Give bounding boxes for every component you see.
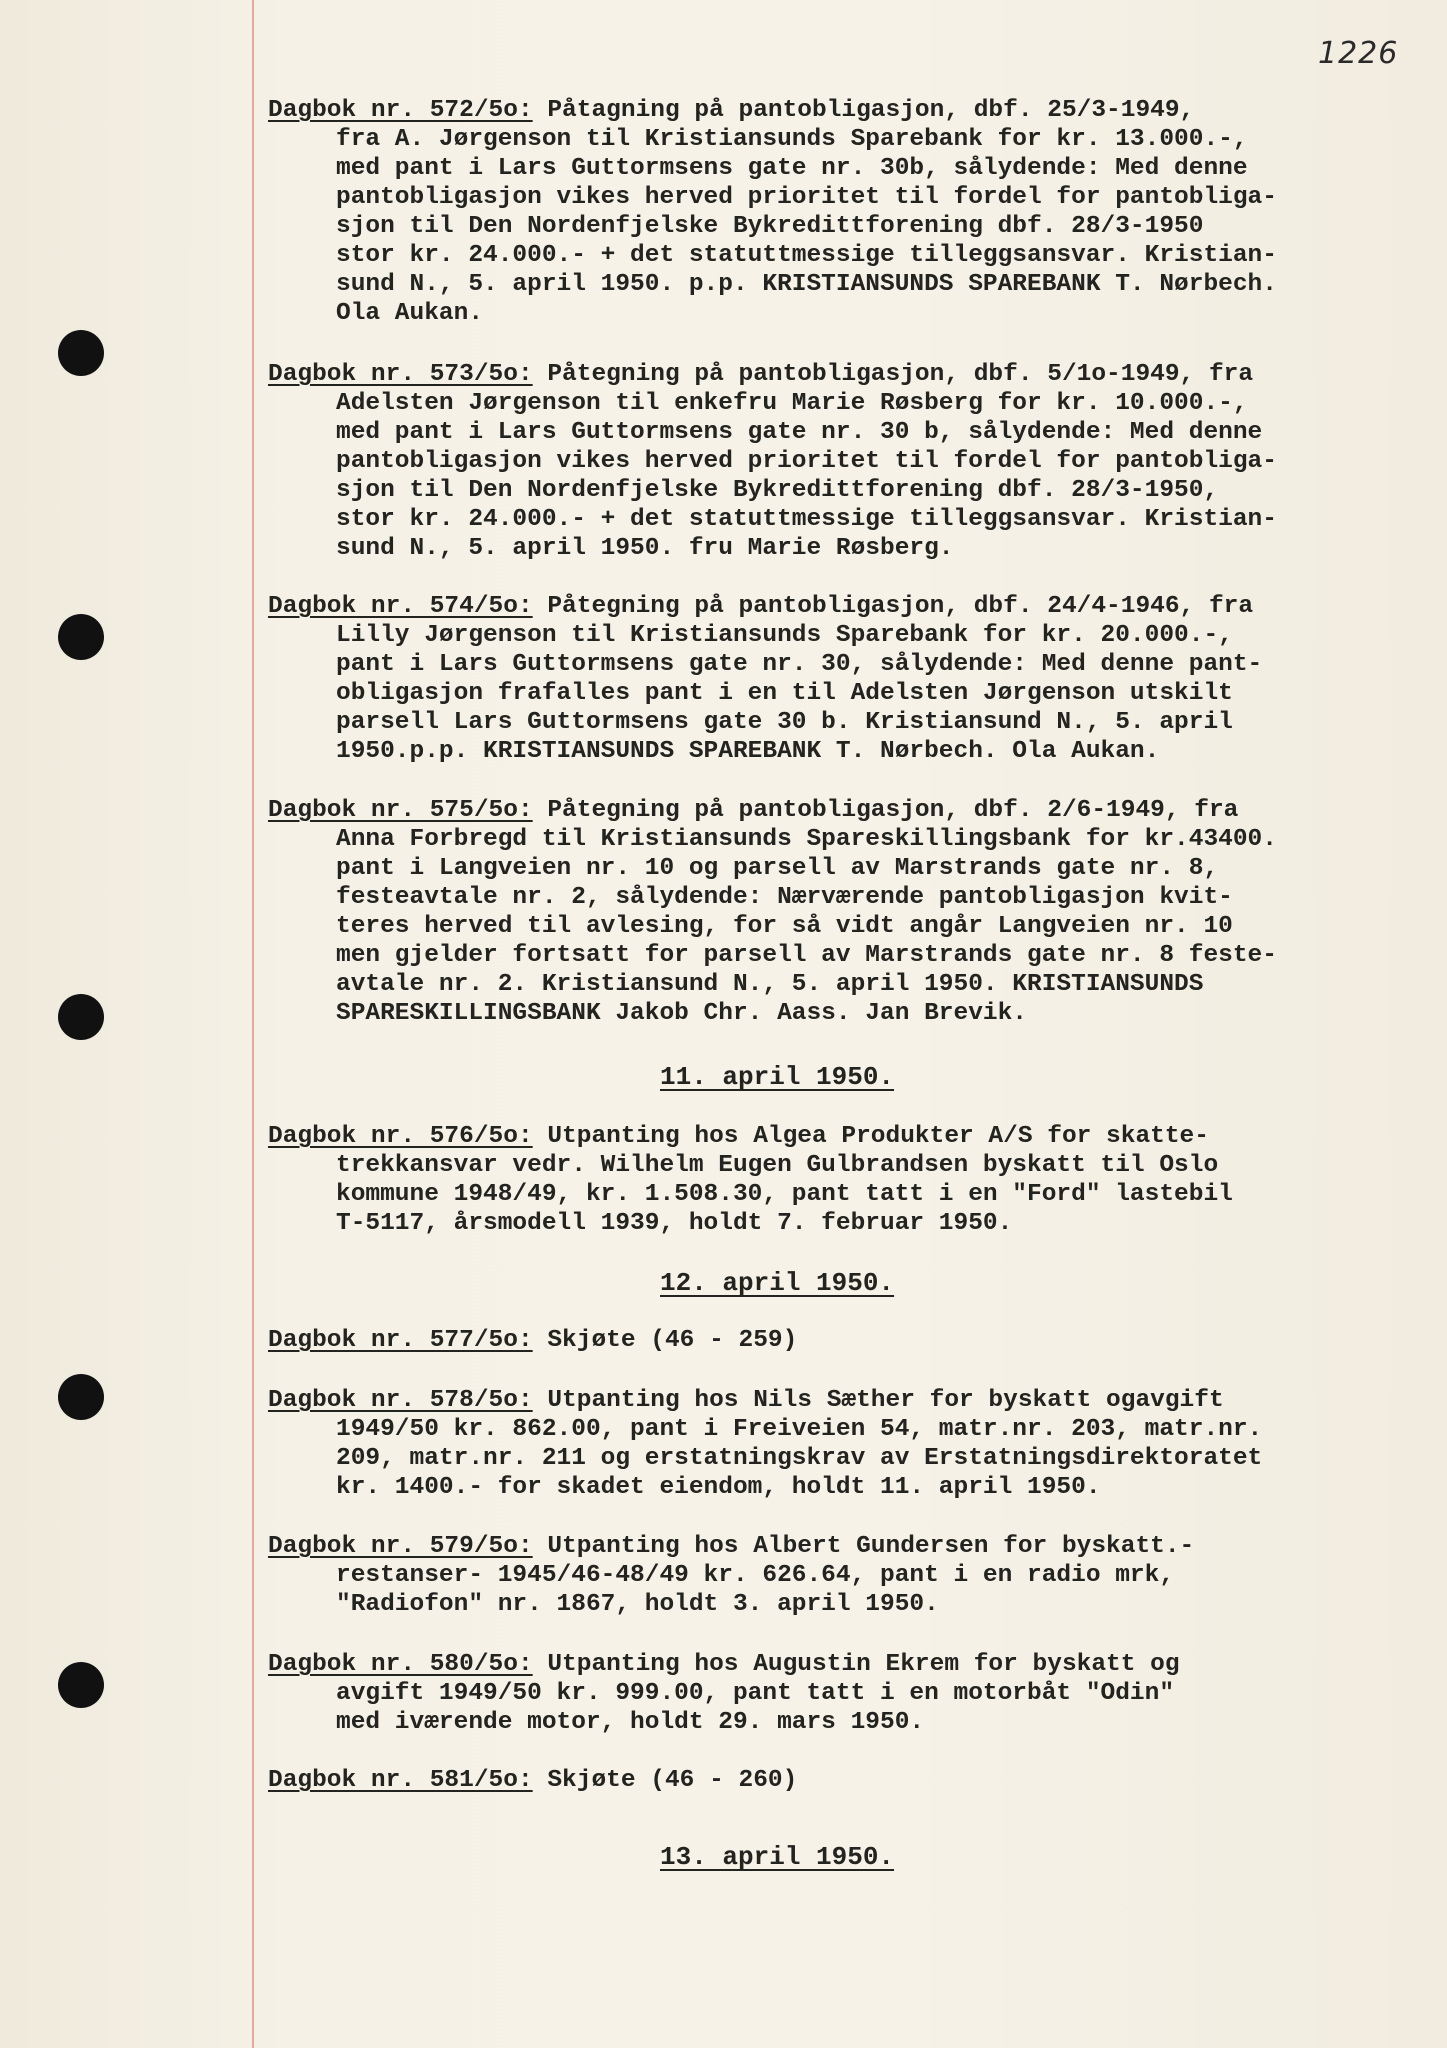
entry-line: SPARESKILLINGSBANK Jakob Chr. Aass. Jan Brevik.	[336, 1000, 1028, 1027]
entry-ref: Dagbok nr. 579/5o:	[268, 1533, 533, 1560]
entry-line: avtale nr. 2. Kristiansund N., 5. april 1950. KRISTIANSUNDS	[336, 971, 1204, 998]
entry-line: trekkansvar vedr. Wilhelm Eugen Gulbrandsen byskatt til Oslo	[336, 1152, 1219, 1179]
entry-line: sjon til Den Nordenfjelske Bykredittforening dbf. 28/3-1950,	[336, 477, 1219, 504]
journal-entry	[268, 1766, 1428, 1795]
punch-hole	[58, 994, 104, 1040]
entry-line: Påtagning på pantobligasjon, dbf. 25/3-1949,	[547, 97, 1195, 124]
entry-ref: Dagbok nr. 578/5o:	[268, 1387, 533, 1414]
entry-line: stor kr. 24.000.- + det statuttmessige tilleggsansvar. Kristian-	[336, 242, 1277, 269]
entry-line: Påtegning på pantobligasjon, dbf. 5/1o-1949, fra	[547, 361, 1254, 388]
entry-ref: Dagbok nr. 577/5o:	[268, 1327, 533, 1354]
margin-line	[252, 0, 254, 2048]
entry-line: kr. 1400.- for skadet eiendom, holdt 11. april 1950.	[336, 1474, 1101, 1501]
entry-line: Påtegning på pantobligasjon, dbf. 2/6-1949, fra	[547, 797, 1239, 824]
entry-line: 1949/50 kr. 862.00, pant i Freiveien 54, matr.nr. 203, matr.nr.	[336, 1416, 1263, 1443]
entry-line: Utpanting hos Nils Sæther for byskatt ogavgift	[547, 1387, 1224, 1414]
entry-ref: Dagbok nr. 572/5o:	[268, 97, 533, 124]
punch-hole	[58, 614, 104, 660]
entry-line: Lilly Jørgenson til Kristiansunds Sparebank for kr. 20.000.-,	[336, 622, 1233, 649]
entry-line: T-5117, årsmodell 1939, holdt 7. februar 1950.	[336, 1210, 1013, 1237]
entry-line: Adelsten Jørgenson til enkefru Marie Røsberg for kr. 10.000.-,	[336, 390, 1248, 417]
date-heading: 11. april 1950.	[660, 1062, 895, 1092]
journal-entry	[268, 592, 1428, 766]
entry-ref: Dagbok nr. 581/5o:	[268, 1767, 533, 1794]
entry-ref: Dagbok nr. 575/5o:	[268, 797, 533, 824]
entry-line: med pant i Lars Guttormsens gate nr. 30 b, sålydende: Med denne	[336, 419, 1263, 446]
punch-hole	[58, 1662, 104, 1708]
entry-line: festeavtale nr. 2, sålydende: Nærværende pantobligasjon kvit-	[336, 884, 1233, 911]
entry-line: 209, matr.nr. 211 og erstatningskrav av Erstatningsdirektoratet	[336, 1445, 1263, 1472]
entry-line: 1950.p.p. KRISTIANSUNDS SPAREBANK T. Nørbech. Ola Aukan.	[336, 738, 1160, 765]
journal-entry	[268, 96, 1428, 328]
entry-line: med pant i Lars Guttormsens gate nr. 30b, sålydende: Med denne	[336, 155, 1248, 182]
date-heading: 13. april 1950.	[660, 1842, 895, 1872]
entry-line: Skjøte (46 - 259)	[547, 1327, 798, 1354]
date-heading: 12. april 1950.	[660, 1268, 895, 1298]
entry-line: teres herved til avlesing, for så vidt angår Langveien nr. 10	[336, 913, 1233, 940]
journal-entry	[268, 1386, 1428, 1502]
entry-ref: Dagbok nr. 580/5o:	[268, 1651, 533, 1678]
entry-line: kommune 1948/49, kr. 1.508.30, pant tatt i en "Ford" lastebil	[336, 1181, 1233, 1208]
entry-line: Anna Forbregd til Kristiansunds Spareskillingsbank for kr.43400.	[336, 826, 1277, 853]
entry-line: sjon til Den Nordenfjelske Bykredittforening dbf. 28/3-1950	[336, 213, 1204, 240]
journal-entry	[268, 1650, 1428, 1737]
entry-ref: Dagbok nr. 573/5o:	[268, 361, 533, 388]
journal-entry	[268, 360, 1428, 563]
entry-line: Ola Aukan.	[336, 300, 484, 327]
entry-line: avgift 1949/50 kr. 999.00, pant tatt i en motorbåt "Odin"	[336, 1680, 1175, 1707]
journal-entry	[268, 796, 1428, 1028]
entry-line: obligasjon frafalles pant i en til Adelsten Jørgenson utskilt	[336, 680, 1233, 707]
entry-line: sund N., 5. april 1950. p.p. KRISTIANSUNDS SPAREBANK T. Nørbech.	[336, 271, 1277, 298]
entry-line: stor kr. 24.000.- + det statuttmessige tilleggsansvar. Kristian-	[336, 506, 1277, 533]
entry-line: Påtegning på pantobligasjon, dbf. 24/4-1946, fra	[547, 593, 1254, 620]
page-number: 1226	[1318, 36, 1399, 71]
punch-hole	[58, 1374, 104, 1420]
entry-line: parsell Lars Guttormsens gate 30 b. Kristiansund N., 5. april	[336, 709, 1233, 736]
journal-entry	[268, 1326, 1428, 1355]
entry-line: "Radiofon" nr. 1867, holdt 3. april 1950.	[336, 1591, 939, 1618]
punch-hole	[58, 330, 104, 376]
entry-line: Utpanting hos Albert Gundersen for byskatt.-	[547, 1533, 1195, 1560]
entry-line: pant i Lars Guttormsens gate nr. 30, sålydende: Med denne pant-	[336, 651, 1263, 678]
journal-entry	[268, 1532, 1428, 1619]
journal-entry	[268, 1122, 1428, 1238]
entry-line: Skjøte (46 - 260)	[547, 1767, 798, 1794]
entry-line: men gjelder fortsatt for parsell av Marstrands gate nr. 8 feste-	[336, 942, 1277, 969]
entry-line: med iværende motor, holdt 29. mars 1950.	[336, 1709, 925, 1736]
entry-line: pantobligasjon vikes herved prioritet til fordel for pantobliga-	[336, 448, 1277, 475]
entry-line: sund N., 5. april 1950. fru Marie Røsberg.	[336, 535, 954, 562]
entry-line: restanser- 1945/46-48/49 kr. 626.64, pant i en radio mrk,	[336, 1562, 1175, 1589]
entry-line: pant i Langveien nr. 10 og parsell av Marstrands gate nr. 8,	[336, 855, 1219, 882]
entry-ref: Dagbok nr. 574/5o:	[268, 593, 533, 620]
entry-line: fra A. Jørgenson til Kristiansunds Sparebank for kr. 13.000.-,	[336, 126, 1248, 153]
entry-line: Utpanting hos Algea Produkter A/S for skatte-	[547, 1123, 1209, 1150]
entry-line: pantobligasjon vikes herved prioritet til fordel for pantobliga-	[336, 184, 1277, 211]
entry-line: Utpanting hos Augustin Ekrem for byskatt og	[547, 1651, 1180, 1678]
entry-ref: Dagbok nr. 576/5o:	[268, 1123, 533, 1150]
